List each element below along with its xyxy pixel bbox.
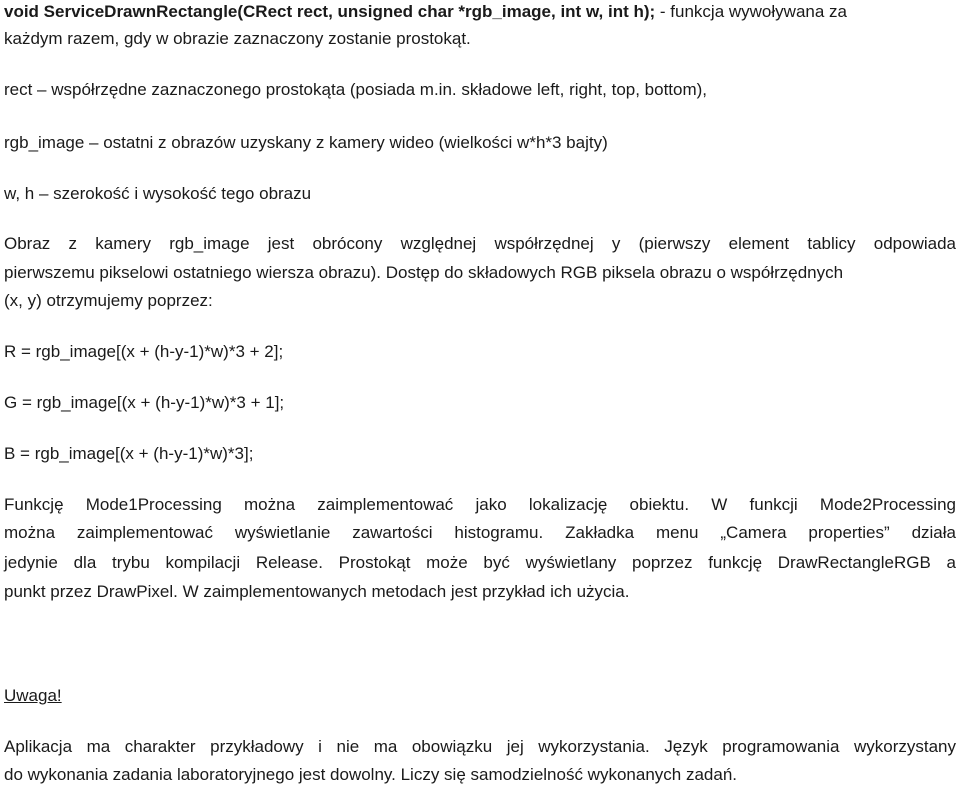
param-w-h: w, h – szerokość i wysokość tego obrazu [4, 184, 312, 203]
image-info-line-1: Obraz z kamery rgb_image jest obrócony względnej współrzędnej y (pierwszy element tablicy odpowiada [4, 234, 956, 253]
param-rect: rect – współrzędne zaznaczonego prostokąta (posiada m.in. składowe left, right, top, bottom), [4, 80, 708, 99]
formula-g: G = rgb_image[(x + (h-y-1)*w)*3 + 1]; [4, 393, 285, 412]
warning-line-2: do wykonania zadania laboratoryjnego jest dowolny. Liczy się samodzielność wykonanych zadań. [4, 765, 737, 784]
signature-description-line-2: każdym razem, gdy w obrazie zaznaczony zostanie prostokąt. [4, 29, 471, 48]
image-info-line-2: pierwszemu pikselowi ostatniego wiersza obrazu). Dostęp do składowych RGB piksela obrazu o współrzędnych [4, 263, 844, 282]
warning-title: Uwaga! [4, 686, 62, 705]
modes-line-2: można zaimplementować wyświetlanie zawartości histogramu. Zakładka menu „Camera properties” działa [4, 523, 956, 542]
modes-line-3: jedynie dla trybu kompilacji Release. Prostokąt może być wyświetlany poprzez funkcję DrawRectangleRGB a [4, 553, 956, 572]
modes-line-4: punkt przez DrawPixel. W zaimplementowanych metodach jest przykład ich użycia. [4, 582, 630, 601]
image-info-line-3: (x, y) otrzymujemy poprzez: [4, 291, 213, 310]
param-rgb-image: rgb_image – ostatni z obrazów uzyskany z kamery wideo (wielkości w*h*3 bajty) [4, 133, 608, 152]
formula-b: B = rgb_image[(x + (h-y-1)*w)*3]; [4, 444, 254, 463]
signature-description: - funkcja wywoływana za [655, 2, 847, 21]
signature-line-1 [4, 1, 847, 23]
warning-line-1: Aplikacja ma charakter przykładowy i nie ma obowiązku jej wykorzystania. Język programowania wykorzystany [4, 737, 956, 756]
modes-line-1: Funkcję Mode1Processing można zaimplementować jako lokalizację obiektu. W funkcji Mode2Processing [4, 495, 956, 514]
function-signature: void ServiceDrawnRectangle(CRect rect, unsigned char *rgb_image, int w, int h); [4, 2, 656, 21]
formula-r: R = rgb_image[(x + (h-y-1)*w)*3 + 2]; [4, 342, 284, 361]
